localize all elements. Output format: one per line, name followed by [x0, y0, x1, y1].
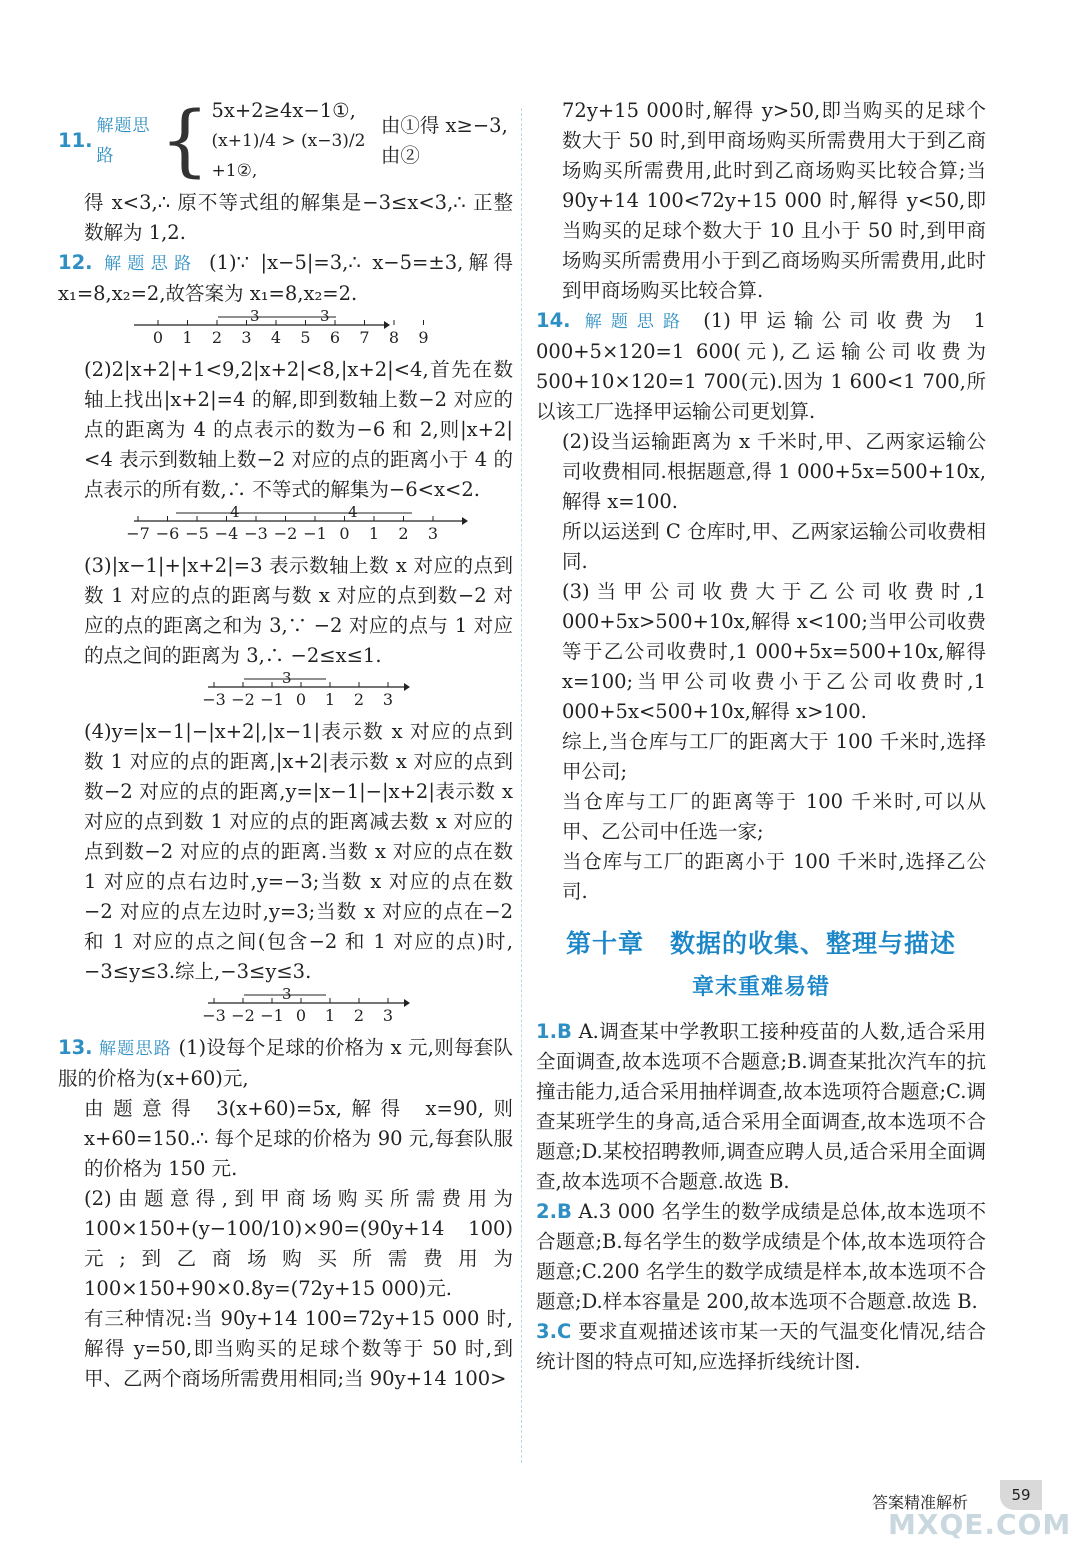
number-line-tick-label: 2 [353, 690, 365, 709]
number-line-tick-label: 3 [241, 328, 252, 347]
number-line-tick-label: 4 [270, 328, 282, 347]
number-line-1-label-2: 3 [320, 307, 330, 325]
number-line-tick-label: −7 [126, 524, 150, 543]
number-line-4 [58, 985, 418, 1027]
number-line-tick-label: 1 [182, 328, 193, 347]
q11-eq1: 5x+2≥4x−1①, [211, 99, 356, 122]
left-column [58, 96, 513, 1394]
answer-2-number: 2.B [536, 1200, 572, 1223]
q14-number: 14. [536, 309, 571, 332]
q13-number: 13. [58, 1036, 93, 1059]
q12-tag: 解题思路 [104, 254, 198, 274]
column-divider [521, 108, 522, 1463]
number-line-tick-label: −4 [214, 524, 239, 543]
q14-text2: (2)设当运输距离为 x 千米时,甲、乙两家运输公司收费相同.根据题意,得 1 000+5x=500+10x,解得 x=100. [562, 430, 986, 513]
number-line-tick-label: 1 [368, 524, 380, 543]
number-line-tick-label: 8 [388, 328, 400, 347]
number-line-tick-label: 2 [398, 524, 409, 543]
q11-text2: 得 x<3,∴ 原不等式组的解集是−3≤x<3,∴ 正整数解为 1,2. [84, 191, 513, 244]
chapter-title: 第十章 数据的收集、整理与描述 [565, 929, 956, 958]
number-line-tick-label: −6 [155, 524, 180, 543]
q13-tag: 解题思路 [99, 1039, 173, 1059]
q14-text3: 所以运送到 C 仓库时,甲、乙两家运输公司收费相同. [562, 520, 986, 573]
q13-text2: 由题意得 3(x+60)=5x,解得 x=90,则 x+60=150.∴ 每个足球的价格为 90 元,每套队服的价格为 150 元. [84, 1097, 513, 1180]
q14-text1: (1)甲运输公司收费为 1 000+5×120=1 600(元),乙运输公司收费为 500+10×120=1 700(元).因为 1 600<1 700,所以该工厂选择甲运输公司更划算. [536, 309, 986, 423]
answer-1 [536, 1017, 986, 1197]
q12-text1: (1)∵ |x−5|=3,∴ x−5=±3,解得 x₁=8,x₂=2,故答案为 x₁=8,x₂=2. [58, 251, 514, 305]
q13-text1: (1)设每个足球的价格为 x 元,则每套队服的价格为(x+60)元, [58, 1036, 513, 1090]
number-line-1-label: 3 [250, 307, 260, 325]
answer-1-text: A.调查某中学教职工接种疫苗的人数,适合采用全面调查,故本选项不合题意;B.调查某批次汽车的抗撞击能力,适合采用抽样调查,故本选项符合题意;C.调查某班学生的身高,适合采用全面调查,故本选项不合题意;D.某校招聘教师,调查应聘人员,适合采用全面调查,故本选项不合题意.故选 B. [536, 1020, 987, 1193]
q14-text7: 当仓库与工厂的距离小于 100 千米时,选择乙公司. [562, 850, 986, 903]
number-line-tick-label: −3 [202, 1006, 226, 1025]
number-line-tick-label: 0 [295, 1006, 307, 1025]
q11-tag: 解题思路 [96, 116, 151, 166]
answer-2-text: A.3 000 名学生的数学成绩是总体,故本选项不合题意;B.每名学生的数学成绩是个体,故本选项符合题意;C.200 名学生的数学成绩是样本,故本选项不合题意;D.样本容量是 200,故本选项不合题意.故选 B. [536, 1200, 986, 1313]
number-line-2-label: 4 [230, 503, 240, 521]
number-line-tick-label: 9 [418, 328, 429, 347]
q14-tag: 解题思路 [584, 312, 689, 332]
number-line-tick-label: 0 [339, 524, 350, 543]
number-line-tick-label: 3 [427, 524, 439, 543]
section-title: 章末重难易错 [691, 975, 830, 1000]
number-line-tick-label: 2 [353, 1006, 365, 1025]
number-line-tick-label: 3 [382, 690, 394, 709]
q11-eq2: (x+1)/4 > (x−3)/2 +1②, [211, 131, 366, 181]
number-line-tick-label: 0 [295, 690, 307, 709]
number-line-tick-label: −3 [202, 690, 226, 709]
number-line-1-bracket [218, 307, 336, 325]
number-line-3 [58, 669, 418, 711]
number-line-2-label-2: 4 [348, 503, 358, 521]
answer-1-number: 1.B [536, 1020, 572, 1043]
number-line-1 [58, 307, 429, 349]
number-line-tick-label: 1 [324, 1006, 336, 1025]
right-column [536, 96, 986, 1377]
q14-text4: (3)当甲公司收费大于乙公司收费时,1 000+5x>500+10x,解得 x<100;当甲公司收费等于乙公司收费时,1 000+5x=500+10x,解得 x=100;当甲公司收费小于乙公司收费时,1 000+5x<500+10x,解得 x>100. [562, 580, 986, 723]
watermark: MXQE.COM [888, 1508, 1071, 1541]
number-line-tick-label: 0 [152, 328, 164, 347]
q11-text1: 由①得 x≥−3,由② [380, 114, 508, 167]
number-line-tick-label: −2 [231, 1006, 255, 1025]
number-line-tick-label: 7 [359, 328, 370, 347]
number-line-tick-label: 3 [382, 1006, 394, 1025]
answer-2 [536, 1197, 986, 1317]
number-line-3-label: 3 [282, 669, 292, 687]
footer-label: 答案精准解析 [872, 1493, 969, 1512]
number-line-tick-label: 1 [324, 690, 336, 709]
q13-text4: 有三种情况:当 90y+14 100=72y+15 000 时,解得 y=50,即当购买的足球个数等于 50 时,到甲、乙两个商场所需费用相同;当 90y+14 100> [84, 1307, 513, 1390]
number-line-tick-label: −3 [244, 524, 268, 543]
answer-3-number: 3.C [536, 1320, 572, 1343]
number-line-2 [58, 503, 478, 545]
q13-p1 [58, 1033, 513, 1094]
number-line-tick-label: −2 [231, 690, 255, 709]
q14-p1 [536, 306, 986, 427]
q11-number: 11. [58, 129, 93, 152]
answer-3 [536, 1317, 986, 1377]
q12-p1 [58, 248, 513, 309]
answer-3-text: 要求直观描述该市某一天的气温变化情况,结合统计图的特点可知,应选择折线统计图. [536, 1320, 987, 1373]
q11-header [58, 96, 513, 186]
number-line-tick-label: 5 [300, 328, 311, 347]
q12-text2: (2)2|x+2|+1<9,2|x+2|<8,|x+2|<4,首先在数轴上找出|x+2|=4 的解,即到数轴上数−2 对应的点的距离为 4 的点表示的数为−6 和 2,则|x+2|<4 表示到数轴上数−2 对应的点的距离小于 4 的点表示的所有数,∴ 不等式的解集为−6<x<2. [84, 358, 513, 501]
number-line-tick-label: 2 [211, 328, 223, 347]
q12-text3: (3)|x−1|+|x+2|=3 表示数轴上数 x 对应的点到数 1 对应的点的距离与数 x 对应的点到数−2 对应的点的距离之和为 3,∵ −2 对应的点与 1 对应的点之间的距离为 3,∴ −2≤x≤1. [84, 554, 513, 667]
q14-text6: 当仓库与工厂的距离等于 100 千米时,可以从甲、乙公司中任选一家; [562, 790, 986, 843]
system-brace: { [159, 96, 210, 186]
number-line-tick-label: −1 [303, 524, 327, 543]
q13-continued: 72y+15 000时,解得 y>50,即当购买的足球个数大于 50 时,到甲商场购买所需费用大于到乙商场购买所需费用,此时到乙商场购买比较合算;当 90y+14 100<72y+15 000 时,解得 y<50,即当购买的足球个数大于 10 且小于 50 时,到甲商场购买所需费用小于到乙商场购买所需费用,此时到甲商场购买比较合算. [562, 99, 986, 302]
number-line-tick-label: −1 [260, 690, 284, 709]
q12-number: 12. [58, 251, 93, 274]
number-line-tick-label: 6 [329, 328, 341, 347]
q13-text3: (2)由题意得,到甲商场购买所需费用为 100×150+(y−100/10)×90=(90y+14 100)元;到乙商场购买所需费用为 100×150+90×0.8y=(72y+15 000)元. [84, 1187, 513, 1300]
number-line-tick-label: −5 [185, 524, 209, 543]
number-line-tick-label: −1 [260, 1006, 284, 1025]
q11-system [212, 96, 375, 186]
q14-text5: 综上,当仓库与工厂的距离大于 100 千米时,选择甲公司; [562, 730, 986, 783]
q12-text4: (4)y=|x−1|−|x+2|,|x−1|表示数 x 对应的点到数 1 对应的点的距离,|x+2|表示数 x 对应的点到数−2 对应的点的距离,y=|x−1|−|x+2|表示数 x 对应的点到数 1 对应的点的距离减去数 x 对应的点到数−2 对应的点的距离.当数 x 对应的点在数 1 对应的点右边时,y=−3;当数 x 对应的点在数−2 对应的点左边时,y=3;当数 x 对应的点在−2 和 1 对应的点之间(包含−2 和 1 对应的点)时,−3≤y≤3.综上,−3≤y≤3. [84, 720, 513, 983]
number-line-tick-label: −2 [273, 524, 298, 543]
page-number: 59 [1000, 1480, 1042, 1510]
number-line-4-label: 3 [282, 985, 292, 1003]
